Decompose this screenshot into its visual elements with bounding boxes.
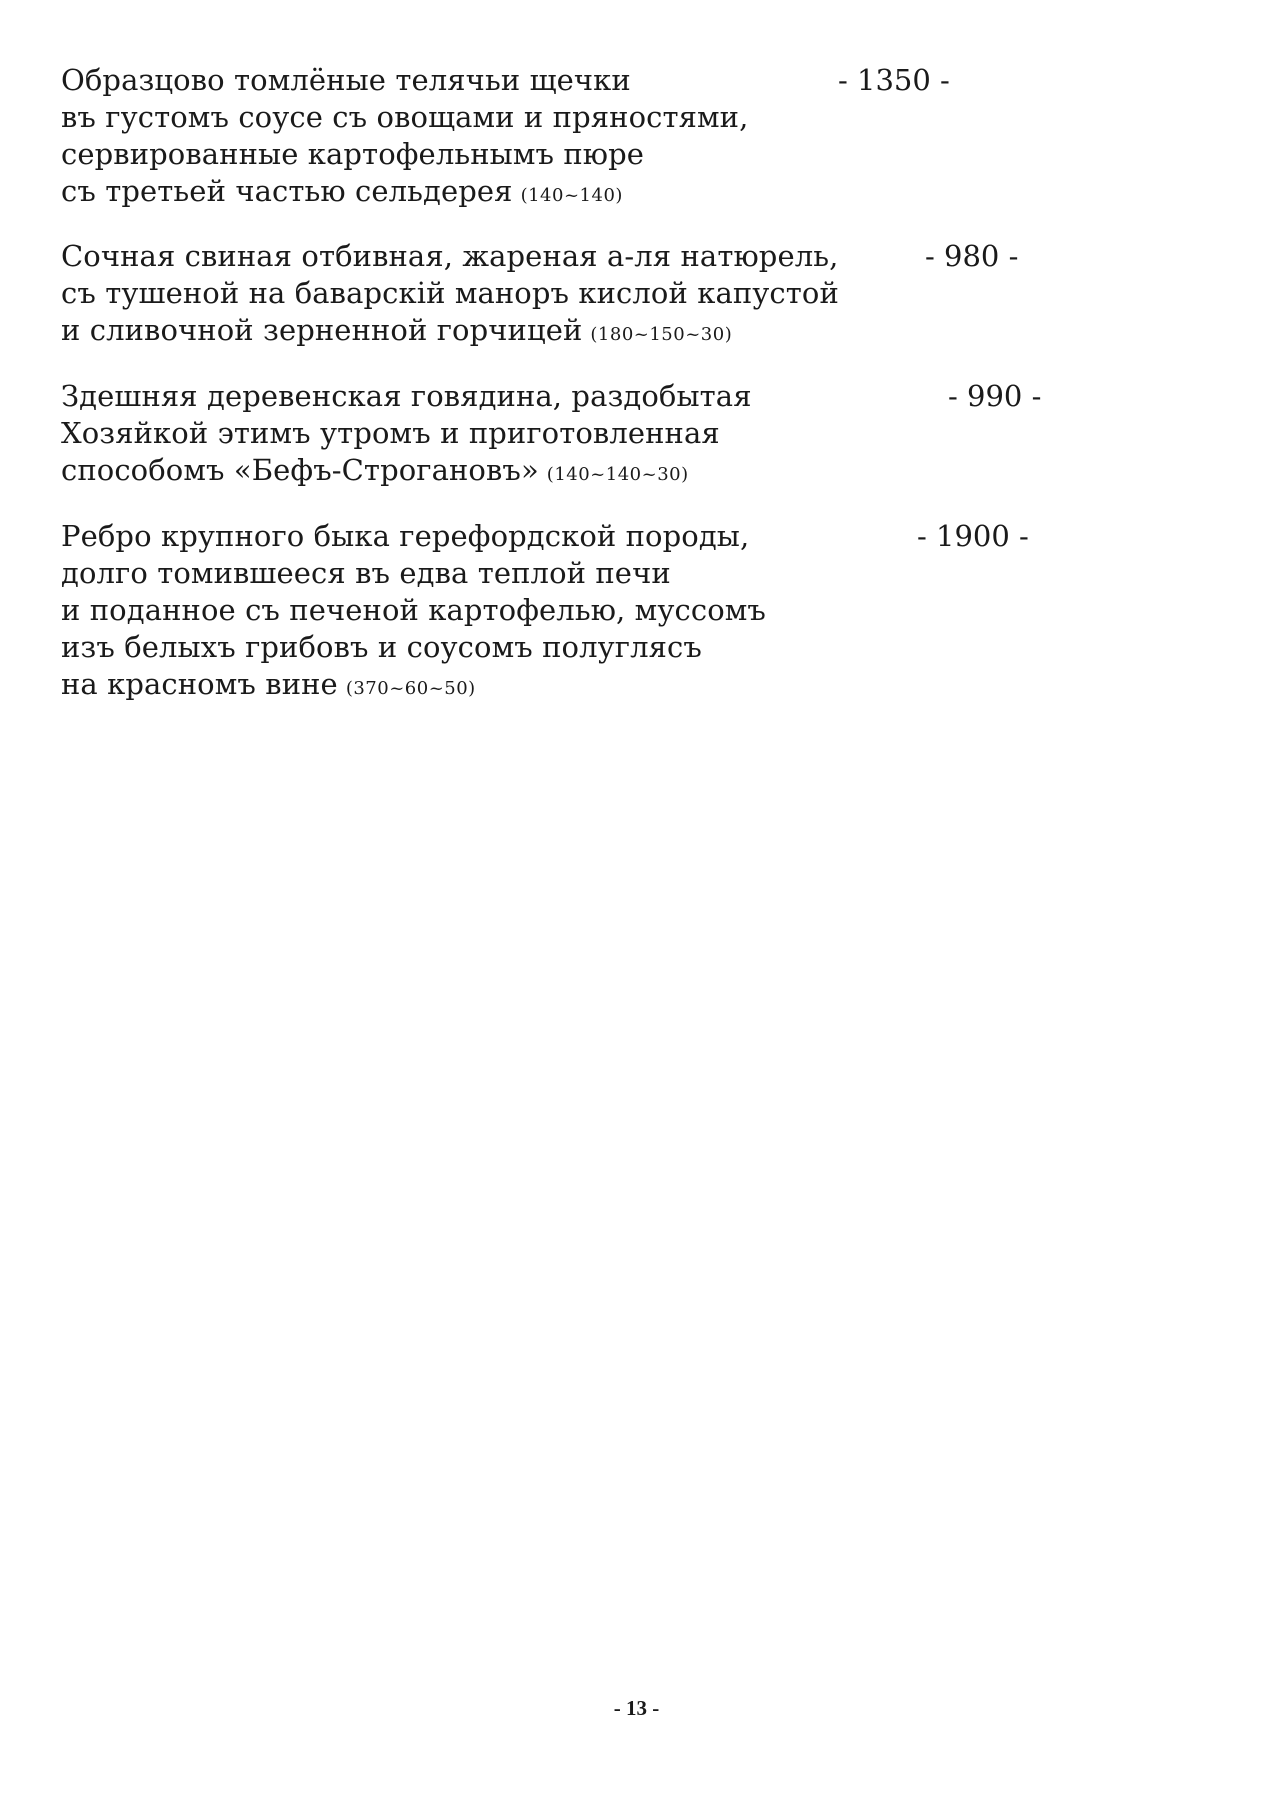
dish-description-line: изъ белыхъ грибовъ и соусомъ полуглясъ	[61, 630, 702, 664]
menu-item	[61, 62, 748, 214]
dish-description-text: и сливочной зерненной горчицей	[61, 313, 583, 347]
dish-price: - 1350 -	[838, 63, 950, 97]
menu-item	[61, 378, 752, 493]
dish-description-line: Образцово томлёные телячьи щечки	[61, 63, 631, 97]
dish-description-line: Ребро крупного быка герефордской породы,	[61, 519, 750, 553]
dish-description-line: Здешняя деревенская говядина, раздобытая	[61, 379, 752, 413]
dish-description-line	[61, 452, 752, 493]
dish-description-line: Хозяйкой этимъ утромъ и приготовленная	[61, 416, 720, 450]
dish-weight: (140~140~30)	[546, 464, 689, 485]
dish-description-line: съ тушеной на баварскiй маноръ кислой капустой	[61, 276, 839, 310]
dish-description-line	[61, 666, 766, 707]
menu-item	[61, 518, 766, 707]
dish-price: - 1900 -	[917, 519, 1029, 553]
dish-weight: (180~150~30)	[590, 324, 733, 345]
dish-price: - 980 -	[925, 239, 1019, 273]
page-number: - 13 -	[613, 1696, 660, 1720]
dish-description-line: Сочная свиная отбивная, жареная а-ля натюрель,	[61, 239, 839, 273]
dish-weight: (370~60~50)	[345, 678, 476, 699]
dish-description-text: способомъ «Бефъ-Строгановъ»	[61, 453, 539, 487]
dish-description-line: въ густомъ соусе съ овощами и пряностями,	[61, 100, 749, 134]
dish-weight: (140~140)	[520, 185, 623, 206]
dish-description-text: съ третьей частью сельдерея	[61, 174, 513, 208]
dish-description-line: и поданное съ печеной картофелью, муссомъ	[61, 593, 766, 627]
dish-description-line	[61, 173, 748, 214]
dish-description-line: сервированные картофельнымъ пюре	[61, 137, 645, 171]
menu-item	[61, 238, 839, 353]
dish-description-line	[61, 312, 839, 353]
dish-description-text: на красномъ вине	[61, 667, 338, 701]
dish-price: - 990 -	[948, 379, 1042, 413]
dish-description-line: долго томившееся въ едва теплой печи	[61, 556, 671, 590]
